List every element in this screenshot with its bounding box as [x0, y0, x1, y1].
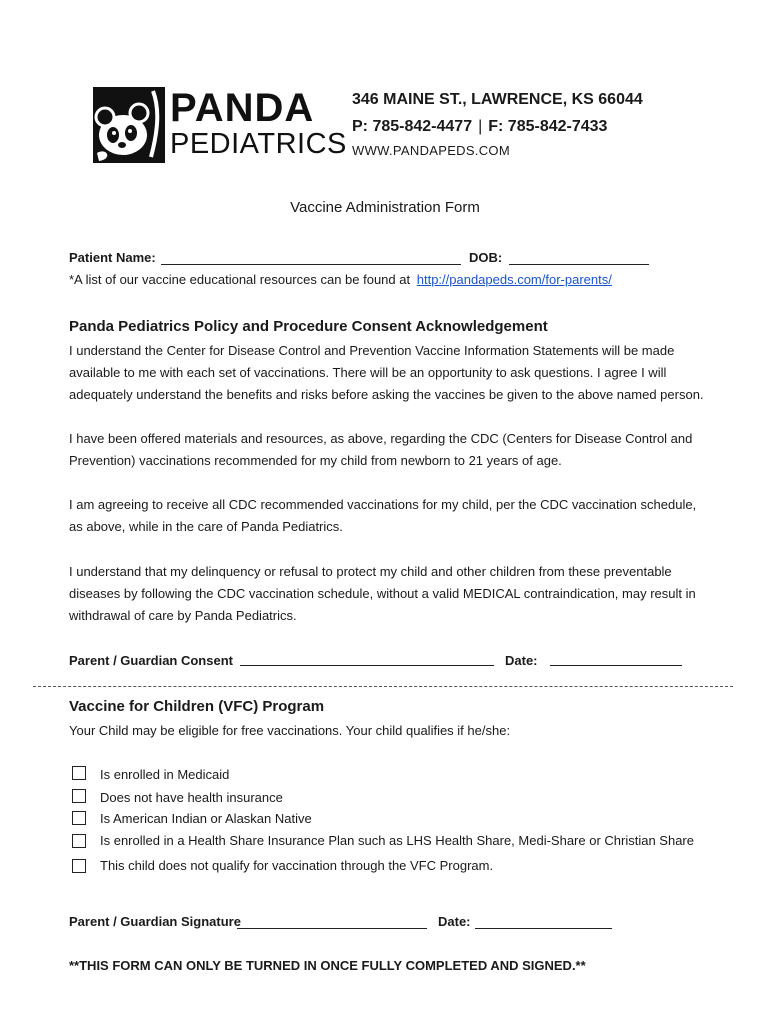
- vfc-heading: Vaccine for Children (VFC) Program: [69, 698, 325, 715]
- brand-name-bottom: PEDIATRICS: [170, 128, 347, 160]
- signature-label: Parent / Guardian Signature: [69, 914, 241, 929]
- policy-paragraph-2: I have been offered materials and resources, as above, regarding the CDC (Centers for Disease Control and Prevention) vaccinations recommended for my child from newborn to 21 years of age.: [69, 431, 693, 468]
- clinic-address: 346 MAINE ST., LAWRENCE, KS 66044: [352, 91, 643, 108]
- option-label-not-qualify: This child does not qualify for vaccination through the VFC Program.: [100, 858, 494, 873]
- consent-signature-field[interactable]: [240, 651, 494, 666]
- signature-date-field[interactable]: [475, 913, 612, 929]
- checkbox-native[interactable]: [72, 811, 86, 825]
- fax-number: F: 785-842-7433: [488, 118, 608, 135]
- resources-link[interactable]: http://pandapeds.com/for-parents/: [416, 272, 612, 287]
- consent-label: Parent / Guardian Consent: [69, 653, 233, 668]
- form-title: Vaccine Administration Form: [290, 199, 480, 216]
- signature-field[interactable]: [237, 913, 427, 929]
- brand-name-top: PANDA: [170, 86, 315, 130]
- option-label-native: Is American Indian or Alaskan Native: [100, 811, 312, 826]
- policy-paragraph-1: I understand the Center for Disease Control and Prevention Vaccine Information Statements will be made available to me with each set of vaccinations. There will be an opportunity to ask questions. I agree I will adequately understand the benefits and risks before asking the vaccines be given to the above named person.: [69, 343, 704, 402]
- completion-notice: **THIS FORM CAN ONLY BE TURNED IN ONCE FULLY COMPLETED AND SIGNED.**: [69, 958, 586, 973]
- patient-name-field[interactable]: [161, 249, 461, 265]
- policy-paragraph-3: I am agreeing to receive all CDC recommended vaccinations for my child, per the CDC vaccination schedule, as above, while in the care of Panda Pediatrics.: [69, 497, 697, 534]
- dob-label: DOB:: [469, 250, 503, 265]
- vfc-intro: Your Child may be eligible for free vaccinations. Your child qualifies if he/she:: [69, 723, 511, 738]
- section-divider: [33, 686, 733, 687]
- checkbox-medicaid[interactable]: [72, 766, 86, 780]
- patient-name-label: Patient Name:: [69, 250, 156, 265]
- option-label-no-insurance: Does not have health insurance: [100, 790, 283, 805]
- signature-date-label: Date:: [438, 914, 471, 929]
- resources-note: [69, 271, 612, 289]
- website-url: WWW.PANDAPEDS.COM: [352, 143, 510, 158]
- phone-number: P: 785-842-4477: [352, 118, 473, 135]
- checkbox-not-qualify[interactable]: [72, 859, 86, 873]
- checkbox-no-insurance[interactable]: [72, 789, 86, 803]
- consent-date-label: Date:: [505, 653, 538, 668]
- contact-separator: |: [478, 118, 483, 135]
- checkbox-health-share[interactable]: [72, 834, 86, 848]
- option-label-health-share: Is enrolled in a Health Share Insurance Plan such as LHS Health Share, Medi-Share or Christian Share: [100, 833, 694, 848]
- panda-logo-icon: [93, 87, 165, 163]
- dob-field[interactable]: [509, 249, 649, 265]
- resources-note-text: *A list of our vaccine educational resources can be found at: [69, 272, 411, 287]
- policy-heading: Panda Pediatrics Policy and Procedure Consent Acknowledgement: [69, 318, 548, 335]
- contact-line: [352, 117, 607, 137]
- option-label-medicaid: Is enrolled in Medicaid: [100, 767, 230, 782]
- consent-date-field[interactable]: [550, 651, 682, 666]
- policy-paragraph-4: I understand that my delinquency or refusal to protect my child and other children from these preventable diseases by following the CDC vaccination schedule, without a valid MEDICAL contraindication, may result in withdrawal of care by Panda Pediatrics.: [69, 564, 696, 623]
